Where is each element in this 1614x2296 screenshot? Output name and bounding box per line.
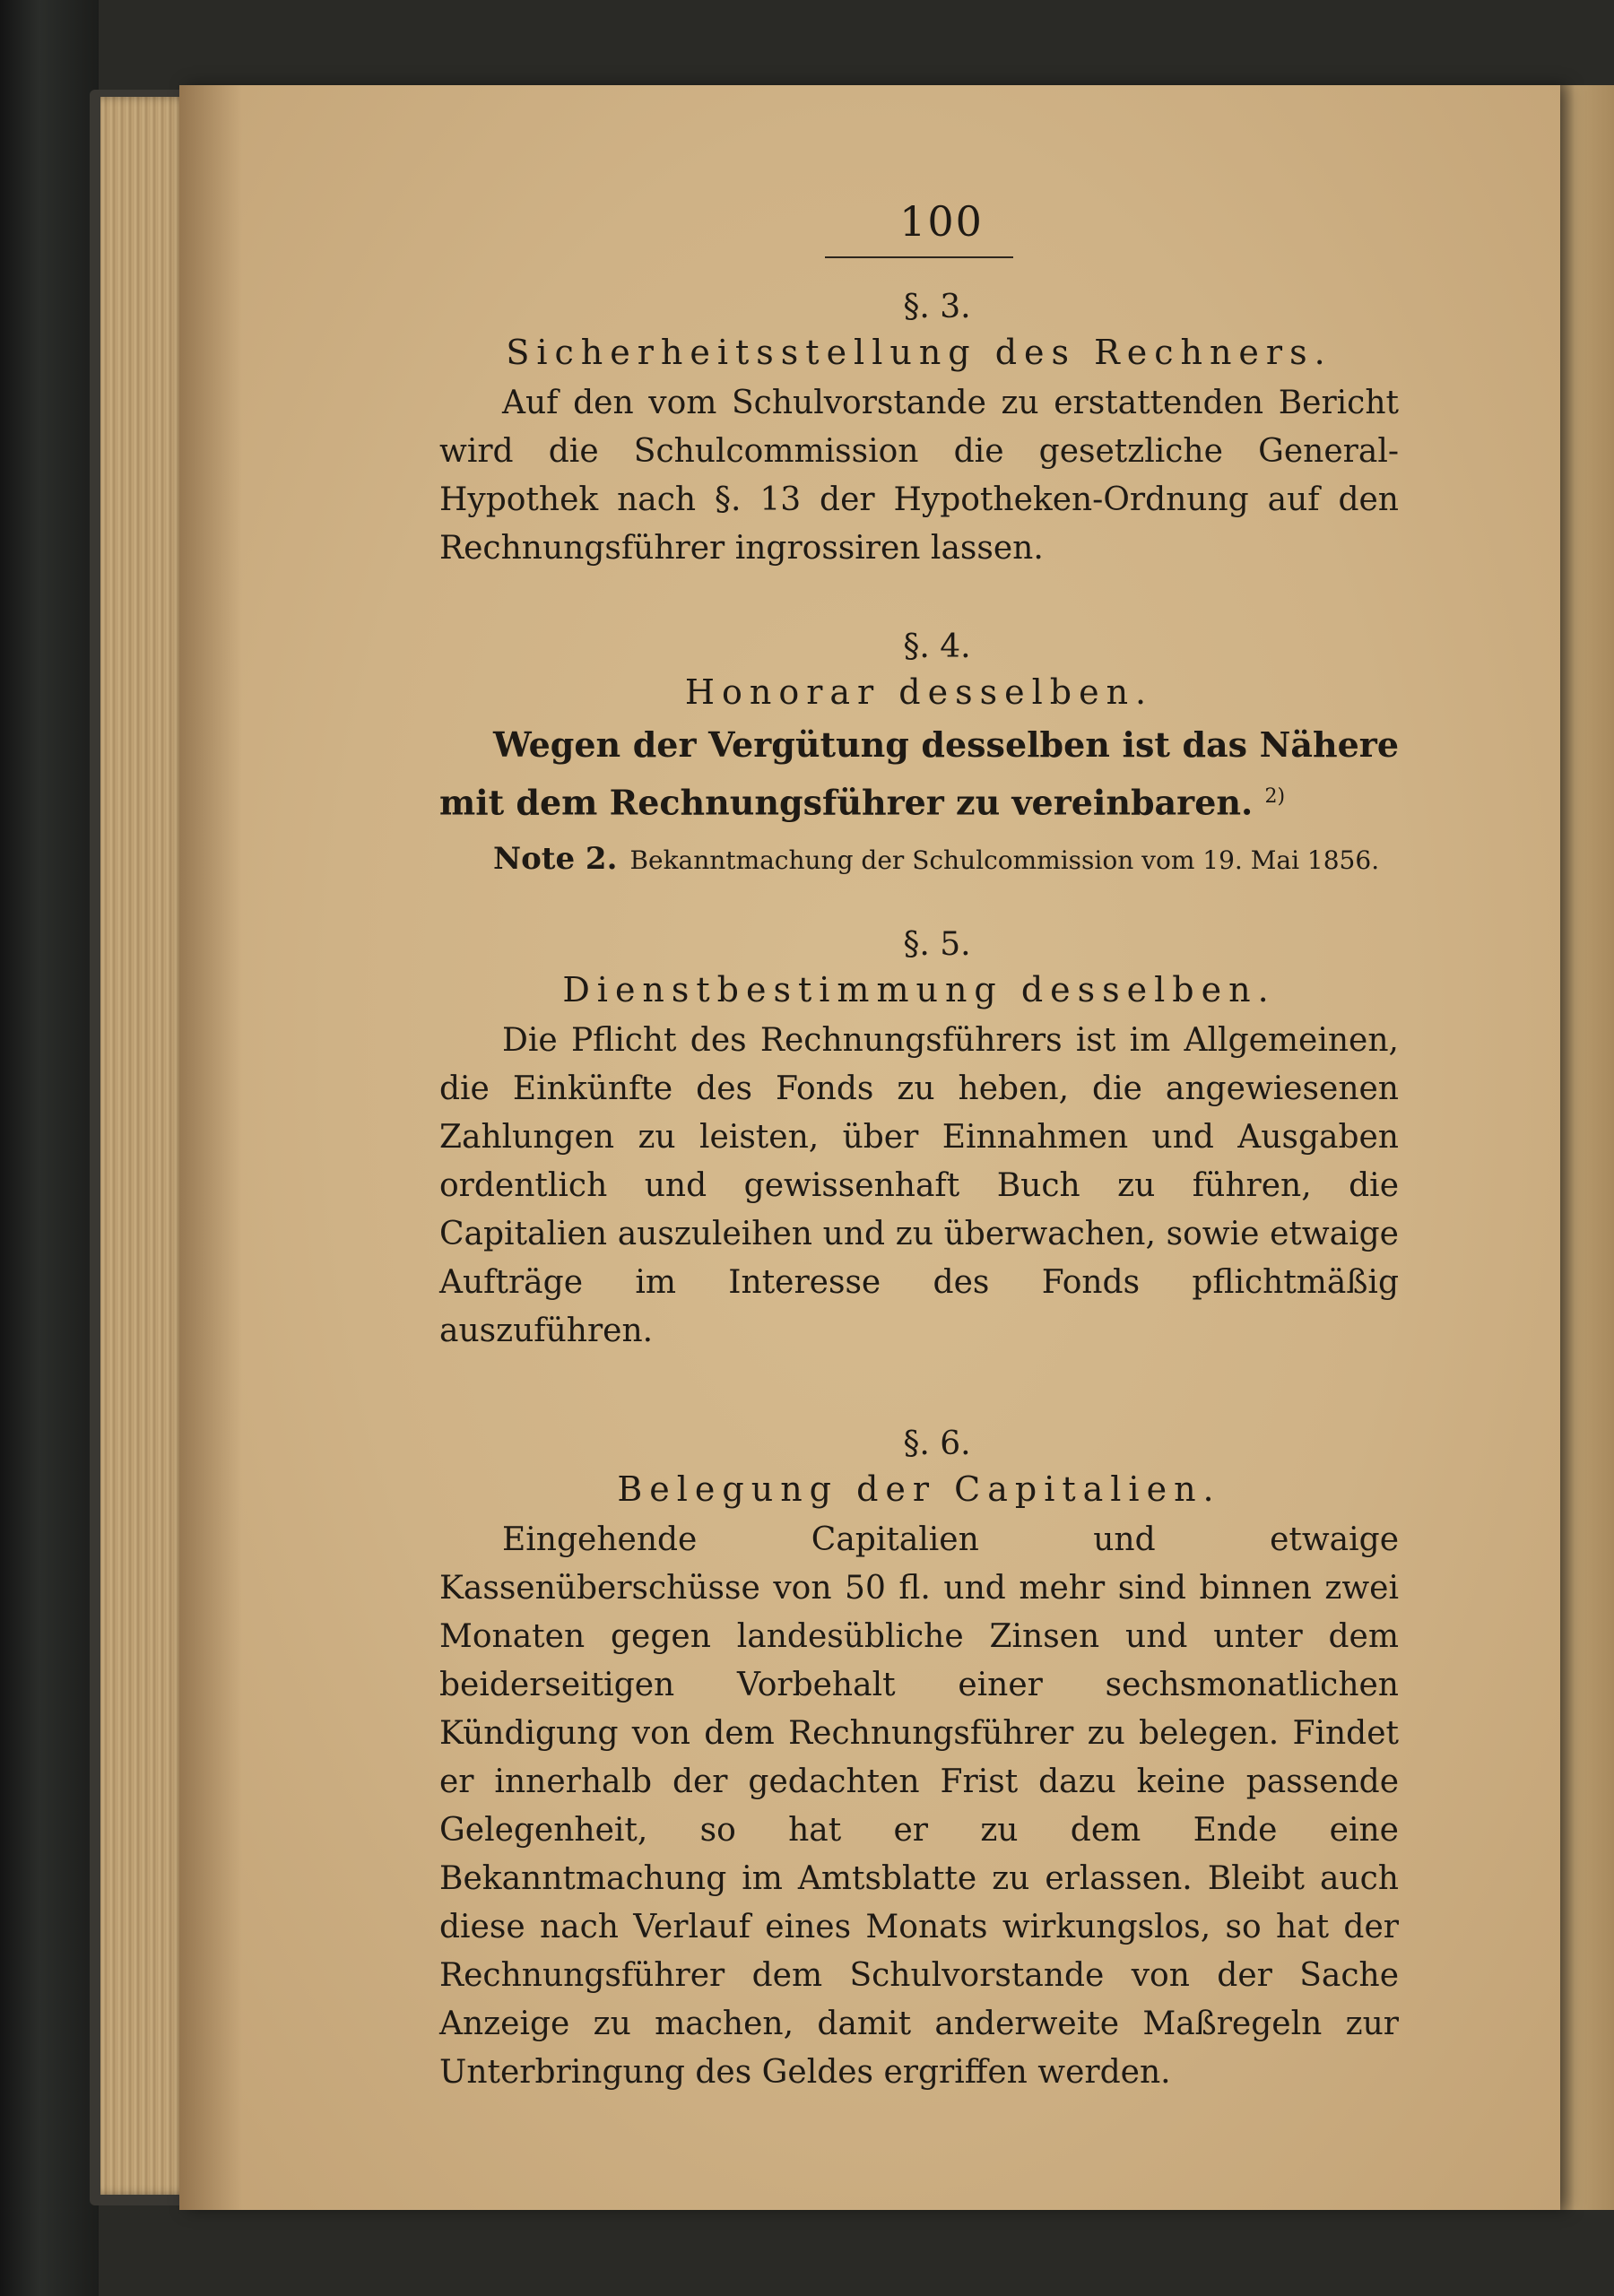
section-title: Honorar desselben. xyxy=(684,672,1154,712)
note-label: Note 2. xyxy=(493,840,618,877)
section-body: Eingehende Capitalien und etwaige Kassenüberschüsse von 50 fl. und mehr sind binnen zwei Monaten gegen landesübliche Zinsen und unter dem beiderseitigen Vorbehalt einer sechsmonatlichen Kündigung von dem Rechnungsführer zu belegen. Findet er innerhalb der gedachten Frist dazu keine passende Gelegenheit, so hat er zu dem Ende eine Bekanntmachung im Amtsblatte zu erlassen. Bleibt auch diese nach Verlauf eines Monats wirkungslos, so hat der Rechnungsführer dem Schulvorstande von der Sache Anzeige zu machen, damit anderweite Maßregeln zur Unterbringung des Geldes ergriffen werden. xyxy=(439,1521,1399,2091)
section-3 xyxy=(439,289,1399,573)
section-title: Dienstbestimmung desselben. xyxy=(562,969,1276,1009)
spacer xyxy=(439,881,1399,926)
note-text: Bekanntmachung der Schulcommission vom 19. Mai 1856. xyxy=(629,845,1380,875)
section-body: Die Pflicht des Rechnungsführers ist im Allgemeinen, die Einkünfte des Fonds zu heben, die angewiesenen Zahlungen zu leisten, über Einnahmen und Ausgaben ordentlich und gewissenhaft Buch zu führen, die Capitalien auszuleihen und zu überwachen, sowie etwaige Aufträge im Interesse des Fonds pflichtmäßig auszuführen. xyxy=(439,1021,1399,1349)
page-number: 100 xyxy=(899,197,984,246)
spacer xyxy=(439,1356,1399,1425)
footnote xyxy=(439,838,1399,881)
spacer xyxy=(439,573,1399,628)
section-title: Sicherheitsstellung des Rechners. xyxy=(506,333,1332,372)
bold-text: Wegen der Vergütung desselben ist das Nähere mit dem Rechnungsführer zu vereinbaren. xyxy=(439,724,1399,823)
section-body: Auf den vom Schulvorstande zu erstattenden Bericht wird die Schulcommission die gesetzliche General-Hypothek nach §. 13 der Hypotheken-Ordnung auf den Rechnungsführer ingrossiren lassen. xyxy=(439,385,1399,567)
section-6 xyxy=(439,1425,1399,2097)
section-number: §. 6. xyxy=(903,1425,971,1462)
section-5 xyxy=(439,926,1399,1356)
footnote-reference: 2) xyxy=(1264,785,1286,808)
section-number: §. 3. xyxy=(903,289,971,325)
header-rule xyxy=(825,256,1013,258)
section-number: §. 4. xyxy=(903,628,971,665)
section-bold-text xyxy=(439,719,1399,829)
gutter-shadow xyxy=(179,85,242,2210)
book-binding xyxy=(0,0,99,2296)
page-text-block xyxy=(439,197,1399,2097)
section-number: §. 5. xyxy=(903,925,971,963)
section-4 xyxy=(439,628,1399,881)
section-title: Belegung der Capitalien. xyxy=(617,1469,1221,1509)
